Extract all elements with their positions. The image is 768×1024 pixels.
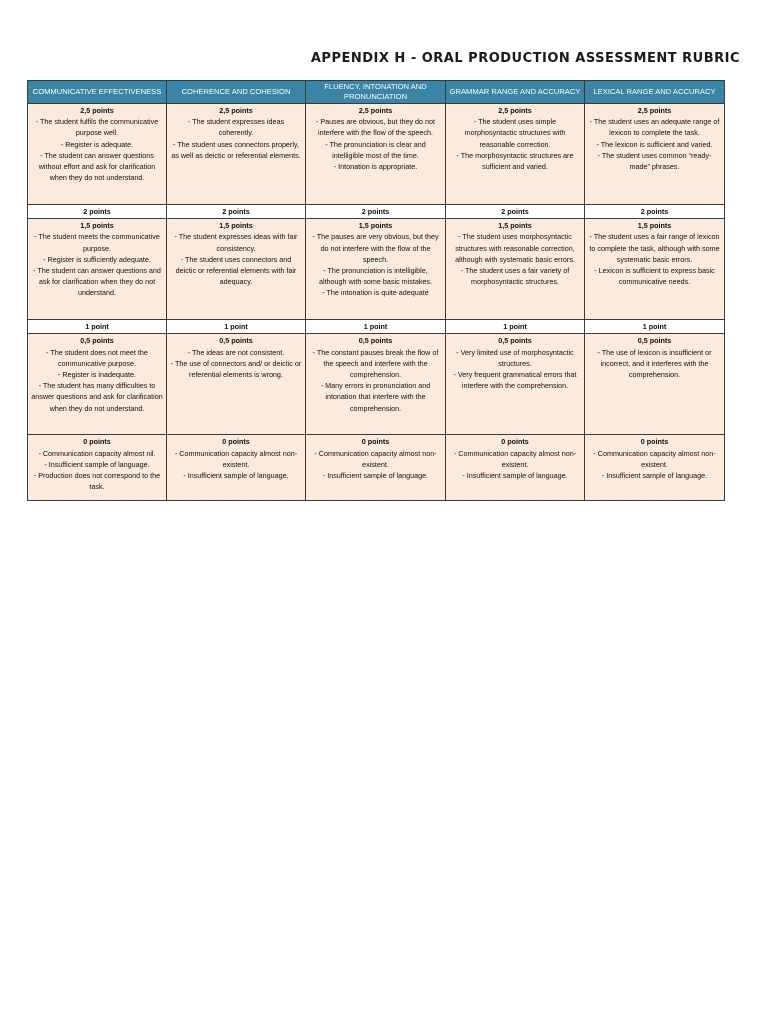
rubric-cell xyxy=(28,334,167,435)
cell-description: - The student meets the communicative purpose. - Register is sufficiently adequate. - The student can answer questions and ask for clarification when they do not understand. xyxy=(33,232,161,298)
rubric-cell xyxy=(167,104,306,205)
separator-cell: 2 points xyxy=(28,205,167,219)
cell-description: - The use of lexicon is insufficient or incorrect, and it interferes with the comprehension. xyxy=(597,347,712,380)
table-row xyxy=(28,219,725,320)
points-label: 2,5 points xyxy=(80,106,114,115)
points-label: 1,5 points xyxy=(219,221,253,231)
rubric-cell xyxy=(446,334,585,435)
points-label: 0 points xyxy=(361,437,390,447)
points-label: 0 points xyxy=(501,437,529,447)
points-label: 2,5 points xyxy=(637,106,672,115)
points-label: 0,5 points xyxy=(80,336,114,346)
table-row xyxy=(28,104,725,205)
cell-description: - The student uses an adequate range of lexicon to complete the task. - The lexicon is sufficient and varied. - The student uses common “ready-made” phrases. xyxy=(589,117,720,172)
rubric-cell xyxy=(306,104,446,205)
rubric-cell xyxy=(585,104,725,205)
points-label: 1,5 points xyxy=(358,221,393,231)
table-row xyxy=(28,334,725,435)
separator-cell: 1 point xyxy=(28,320,167,334)
rubric-cell xyxy=(167,334,306,435)
page-title: APPENDIX H - ORAL PRODUCTION ASSESSMENT RUBRIC xyxy=(310,51,740,66)
cell-description: - Communication capacity almost non-existent. - Insufficient sample of language. xyxy=(314,448,437,481)
points-label: 0 points xyxy=(640,437,669,447)
cell-description: - The student uses simple morphosyntactic structures with reasonable correction. - The morphosyntactic structures are sufficient and varied. xyxy=(456,117,574,172)
rubric-cell xyxy=(28,219,167,320)
separator-cell: 1 point xyxy=(167,320,306,334)
separator-cell: 2 points xyxy=(446,205,585,219)
header-row xyxy=(28,81,725,104)
rubric-cell xyxy=(446,104,585,205)
points-label: 0,5 points xyxy=(637,336,672,346)
points-label: 1,5 points xyxy=(637,221,672,231)
points-label: 0 points xyxy=(222,437,250,447)
header-lexical-range-accuracy: LEXICAL RANGE AND ACCURACY xyxy=(585,81,725,104)
rubric-cell xyxy=(585,334,725,435)
separator-cell: 2 points xyxy=(585,205,725,219)
points-label: 1,5 points xyxy=(498,221,532,231)
header-coherence-and-cohesion: COHERENCE AND COHESION xyxy=(167,81,306,104)
cell-description: - The student expresses ideas coherently. - The student uses connectors properly, as well as deictic or referential elements. xyxy=(171,117,301,160)
separator-row xyxy=(28,205,725,219)
rubric-cell xyxy=(167,435,306,501)
header-communicative-effectiveness: COMMUNICATIVE EFFECTIVENESS xyxy=(28,81,167,104)
points-label: 2,5 points xyxy=(358,106,393,115)
cell-description: - The student uses morphosyntactic structures with reasonable correction, although with systematic basic errors. - The student uses a fair variety of morphosyntactic structures. xyxy=(455,232,575,287)
cell-description: - Communication capacity almost non-existent. - Insufficient sample of language. xyxy=(174,448,298,481)
separator-cell: 1 point xyxy=(306,320,446,334)
rubric-cell xyxy=(306,435,446,501)
cell-description: - The pauses are very obvious, but they do not interfere with the flow of the speech. - The pronunciation is intelligible, although with some basic mistakes. - The intonation is quite adequate xyxy=(312,232,439,298)
points-label: 2,5 points xyxy=(498,106,532,115)
rubric-cell xyxy=(306,334,446,435)
cell-description: - The student uses a fair range of lexicon to complete the task, although with some systematic basic errors. - Lexicon is sufficient to express basic communicative needs. xyxy=(589,232,720,287)
rubric-table xyxy=(27,80,725,501)
table-row xyxy=(28,435,725,501)
points-label: 0,5 points xyxy=(498,336,532,346)
cell-description: - The ideas are not consistent. - The use of connectors and/ or deictic or referential elements is wrong. xyxy=(170,347,302,380)
rubric-cell xyxy=(585,219,725,320)
points-label: 0,5 points xyxy=(358,336,393,346)
points-label: 0 points xyxy=(83,437,111,447)
points-label: 2,5 points xyxy=(219,106,253,115)
rubric-cell xyxy=(585,435,725,501)
rubric-cell xyxy=(28,104,167,205)
cell-description: - The student expresses ideas with fair consistency. - The student uses connectors and deictic or referential elements with fair adequacy. xyxy=(174,232,298,287)
separator-row xyxy=(28,320,725,334)
rubric-cell xyxy=(28,435,167,501)
points-label: 0,5 points xyxy=(219,336,253,346)
cell-description: - Communication capacity almost non-existent. - Insufficient sample of language. xyxy=(593,448,716,481)
rubric-cell xyxy=(167,219,306,320)
rubric-cell xyxy=(306,219,446,320)
cell-description: - Communication capacity almost nil. - Insufficient sample of language. - Production does not correspond to the task. xyxy=(33,448,161,492)
cell-description: - The constant pauses break the flow of the speech and interfere with the comprehension. - Many errors in pronunciation and intonation that interfere with the comprehension. xyxy=(312,347,439,413)
header-grammar-range-accuracy: GRAMMAR RANGE AND ACCURACY xyxy=(446,81,585,104)
cell-description: - Communication capacity almost non-existent. - Insufficient sample of language. xyxy=(453,448,577,481)
separator-cell: 2 points xyxy=(306,205,446,219)
header-fluency-intonation-pronunciation: FLUENCY, INTONATION AND PRONUNCIATION xyxy=(306,81,446,104)
rubric-cell xyxy=(446,435,585,501)
separator-cell: 1 point xyxy=(446,320,585,334)
rubric-cell xyxy=(446,219,585,320)
cell-description: - Pauses are obvious, but they do not interfere with the flow of the speech. - The pronunciation is clear and intelligible most of the time. - Intonation is appropriate. xyxy=(315,117,436,172)
points-label: 1,5 points xyxy=(80,221,114,231)
cell-description: - Very limited use of morphosyntactic structures. - Very frequent grammatical errors that interfere with the comprehension. xyxy=(453,347,577,391)
cell-description: - The student does not meet the communicative purpose. - Register is inadequate. - The student has many difficulties to answer questions and ask for clarification when they do not understand. xyxy=(31,347,163,413)
separator-cell: 1 point xyxy=(585,320,725,334)
cell-description: - The student fulfils the communicative purpose well. - Register is adequate. - The student can answer questions without effort and ask for clarification when they do not understand. xyxy=(35,117,159,183)
separator-cell: 2 points xyxy=(167,205,306,219)
